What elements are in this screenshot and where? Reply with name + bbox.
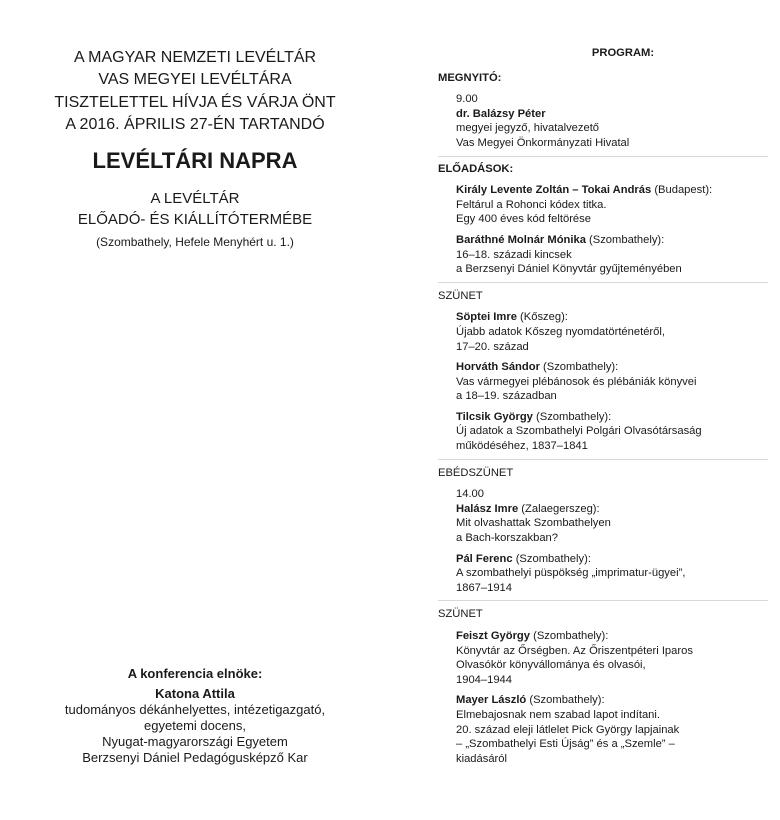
lecture-line: működéséhez, 1837–1841 bbox=[456, 440, 588, 453]
lecture-speaker: Pál Ferenc bbox=[456, 552, 513, 565]
lecture-line: A szombathelyi püspökség „imprimatur-ügyei”, bbox=[456, 567, 686, 580]
lecture-speaker: Söptei Imre bbox=[456, 311, 517, 324]
invitation-line: A 2016. ÁPRILIS 27-ÉN TARTANDÓ bbox=[65, 116, 325, 133]
lecture-line: Egy 400 éves kód feltörése bbox=[456, 213, 591, 226]
lunch-break-label: EBÉDSZÜNET bbox=[438, 466, 514, 479]
lecture-group bbox=[456, 310, 768, 453]
divider bbox=[438, 459, 768, 460]
lecture-place: (Szombathely): bbox=[526, 694, 605, 707]
lecture-entry bbox=[456, 629, 768, 687]
invitation-line: TISZTELETTEL HÍVJA ÉS VÁRJA ÖNT bbox=[54, 94, 336, 111]
lectures-label: ELŐADÁSOK: bbox=[438, 162, 514, 175]
lecture-line: a Berzsenyi Dániel Könyvtár gyűjteményében bbox=[456, 263, 682, 276]
lecture-place: (Szombathely): bbox=[585, 233, 665, 246]
lecture-group bbox=[456, 487, 768, 595]
lecture-line: – „Szombathelyi Esti Újság” és a „Szemle” – bbox=[456, 738, 675, 751]
lecture-entry bbox=[456, 310, 768, 354]
lecture-speaker: Tilcsik György bbox=[456, 410, 533, 423]
venue-subtitle bbox=[30, 188, 360, 230]
lecture-entry bbox=[456, 360, 768, 404]
lecture-group bbox=[456, 183, 768, 277]
divider bbox=[438, 282, 768, 283]
opening-line: megyei jegyző, hivatalvezető bbox=[456, 122, 600, 135]
opening-label: MEGNYITÓ: bbox=[438, 71, 502, 84]
lecture-speaker: Baráthné Molnár Mónika bbox=[456, 233, 586, 246]
chair-line: Nyugat-magyarországi Egyetem bbox=[102, 734, 288, 749]
lecture-line: a Bach-korszakban? bbox=[456, 532, 558, 545]
divider bbox=[438, 156, 768, 157]
invitation-line: VAS MEGYEI LEVÉLTÁRA bbox=[98, 71, 292, 88]
opening-time: 9.00 bbox=[456, 93, 478, 106]
lecture-line: Könyvtár az Őrségben. Az Őriszentpéteri Iparos bbox=[456, 644, 693, 657]
lecture-place: (Szombathely): bbox=[529, 630, 609, 642]
chair-heading: A konferencia elnöke: bbox=[127, 666, 263, 681]
lecture-speaker: Mayer László bbox=[456, 694, 527, 707]
lecture-line: Feltárul a Rohonci kódex titka. bbox=[456, 198, 607, 211]
opening-block bbox=[456, 92, 768, 150]
chair-line: tudományos dékánhelyettes, intézetigazgató, bbox=[64, 702, 326, 717]
lecture-line: Vas vármegyei plébánosok és plébániák könyvei bbox=[456, 375, 697, 388]
lecture-line: Olvasókör könyvállománya és olvasói, bbox=[456, 659, 646, 672]
lecture-line: 1904–1944 bbox=[456, 673, 512, 686]
lecture-line: kiadásáról bbox=[456, 752, 507, 765]
program-heading: PROGRAM: bbox=[591, 47, 655, 59]
lecture-line: a 18–19. században bbox=[456, 390, 557, 403]
lecture-speaker: Halász Imre bbox=[456, 502, 519, 515]
chair-block bbox=[30, 666, 360, 766]
lecture-place: (Zalaegerszeg): bbox=[518, 502, 600, 515]
break-label: SZÜNET bbox=[438, 608, 483, 621]
venue-line: A LEVÉLTÁR bbox=[150, 190, 240, 207]
invitation-line: A MAGYAR NEMZETI LEVÉLTÁR bbox=[73, 49, 317, 66]
lecture-place: (Szombathely): bbox=[512, 552, 591, 565]
lecture-place: (Szombathely): bbox=[539, 361, 619, 374]
lecture-place: (Kőszeg): bbox=[516, 311, 568, 324]
divider bbox=[438, 600, 768, 601]
lecture-speaker: Horváth Sándor bbox=[456, 361, 540, 374]
break-label: SZÜNET bbox=[438, 289, 483, 302]
lecture-line: Újabb adatok Kőszeg nyomdatörténetéről, bbox=[456, 325, 665, 338]
chair-name: Katona Attila bbox=[155, 686, 235, 701]
lecture-place: (Szombathely): bbox=[532, 410, 612, 423]
lecture-entry bbox=[456, 410, 768, 454]
program-panel bbox=[438, 46, 768, 766]
lecture-line: Elmebajosnak nem szabad lapot indítani. bbox=[456, 708, 660, 721]
lecture-line: Új adatok a Szombathelyi Polgári Olvasótársaság bbox=[456, 425, 702, 438]
lecture-speaker: Feiszt György bbox=[456, 630, 530, 642]
opening-speaker: dr. Balázsy Péter bbox=[456, 107, 546, 120]
lecture-speaker: Király Levente Zoltán – Tokai András bbox=[456, 184, 652, 197]
venue-line: ELŐADÓ- ÉS KIÁLLÍTÓTERMÉBE bbox=[77, 211, 313, 228]
lecture-line: 20. század eleji látlelet Pick György lapjainak bbox=[456, 723, 680, 736]
lecture-entry bbox=[456, 502, 768, 546]
lecture-line: 17–20. század bbox=[456, 340, 529, 353]
chair-line: Berzsenyi Dániel Pedagógusképző Kar bbox=[82, 750, 308, 765]
lecture-entry bbox=[456, 693, 768, 766]
lecture-entry bbox=[456, 552, 768, 596]
lecture-entry bbox=[456, 183, 768, 227]
chair-line: egyetemi docens, bbox=[144, 718, 246, 733]
lecture-line: 1867–1914 bbox=[456, 581, 512, 594]
lecture-line: 16–18. századi kincsek bbox=[456, 248, 572, 261]
lecture-entry bbox=[456, 233, 768, 277]
afternoon-time: 14.00 bbox=[456, 488, 484, 501]
lecture-line: Mit olvashattak Szombathelyen bbox=[456, 517, 611, 530]
venue-address: (Szombathely, Hefele Menyhért u. 1.) bbox=[96, 235, 294, 249]
event-title: LEVÉLTÁRI NAPRA bbox=[92, 148, 298, 173]
opening-line: Vas Megyei Önkormányzati Hivatal bbox=[456, 136, 630, 149]
lecture-place: (Budapest): bbox=[651, 184, 713, 197]
lecture-group bbox=[456, 629, 768, 766]
